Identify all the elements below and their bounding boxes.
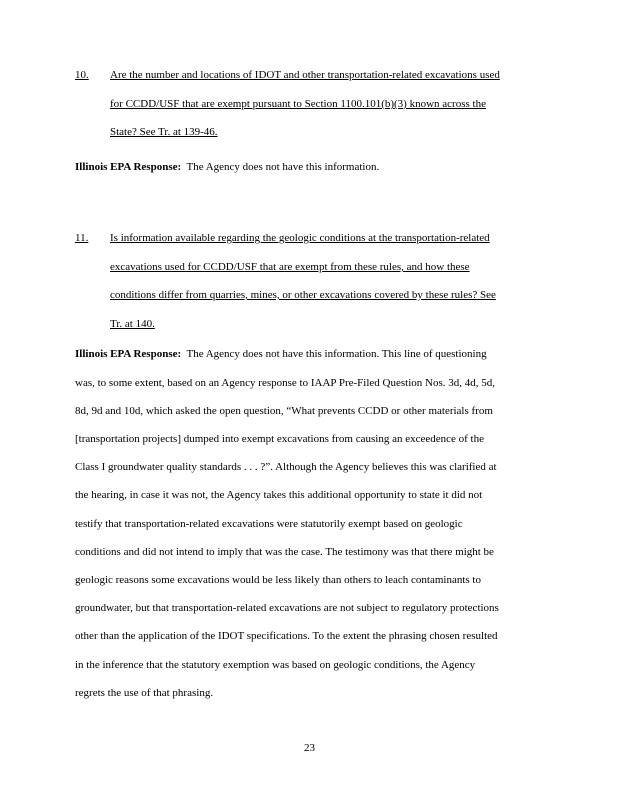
- question-text-line: State? See Tr. at 139-46.: [110, 126, 218, 138]
- question-number: 10.: [75, 69, 89, 81]
- response-text-line: regrets the use of that phrasing.: [75, 687, 214, 699]
- response-text-line: other than the application of the IDOT specifications. To the extent the phrasing chosen resulted: [75, 630, 498, 642]
- response-text-line: was, to some extent, based on an Agency response to IAAP Pre-Filed Question Nos. 3d, 4d, 5d,: [75, 377, 495, 389]
- response-text-line: Class I groundwater quality standards . . . ?”. Although the Agency believes this was clarified at: [75, 461, 497, 473]
- page-number: 23: [304, 742, 315, 754]
- question-text-line: Is information available regarding the geologic conditions at the transportation-related: [110, 232, 490, 244]
- response-text-line: [transportation projects] dumped into exempt excavations from causing an exceedence of the: [75, 433, 484, 445]
- response-text-line: groundwater, but that transportation-related excavations are not subject to regulatory protections: [75, 602, 499, 614]
- response-text-line: testify that transportation-related excavations were statutorily exempt based on geologic: [75, 518, 463, 530]
- question-text-line: Are the number and locations of IDOT and other transportation-related excavations used: [110, 69, 500, 81]
- response-label: Illinois EPA Response:: [75, 348, 182, 360]
- response-text-line: The Agency does not have this information.: [186, 161, 380, 173]
- question-text-line: conditions differ from quarries, mines, or other excavations covered by these rules? See: [110, 289, 496, 301]
- response-text-line: conditions and did not intend to imply that was the case. The testimony was that there might be: [75, 546, 494, 558]
- response-text-line: The Agency does not have this information. This line of questioning: [186, 348, 487, 360]
- question-number: 11.: [75, 232, 89, 244]
- question-text-line: for CCDD/USF that are exempt pursuant to Section 1100.101(b)(3) known across the: [110, 98, 486, 110]
- question-text-line: excavations used for CCDD/USF that are exempt from these rules, and how these: [110, 261, 470, 273]
- response-text-line: the hearing, in case it was not, the Agency takes this additional opportunity to state it did not: [75, 489, 483, 501]
- response-10: [75, 161, 379, 173]
- response-first-line: [75, 348, 487, 360]
- response-text-line: in the inference that the statutory exemption was based on geologic conditions, the Agency: [75, 659, 476, 671]
- response-text-line: 8d, 9d and 10d, which asked the open question, “What prevents CCDD or other materials from: [75, 405, 493, 417]
- response-label: Illinois EPA Response:: [75, 161, 182, 173]
- response-text-line: geologic reasons some excavations would be less likely than others to leach contaminants to: [75, 574, 481, 586]
- question-text-line: Tr. at 140.: [110, 318, 155, 330]
